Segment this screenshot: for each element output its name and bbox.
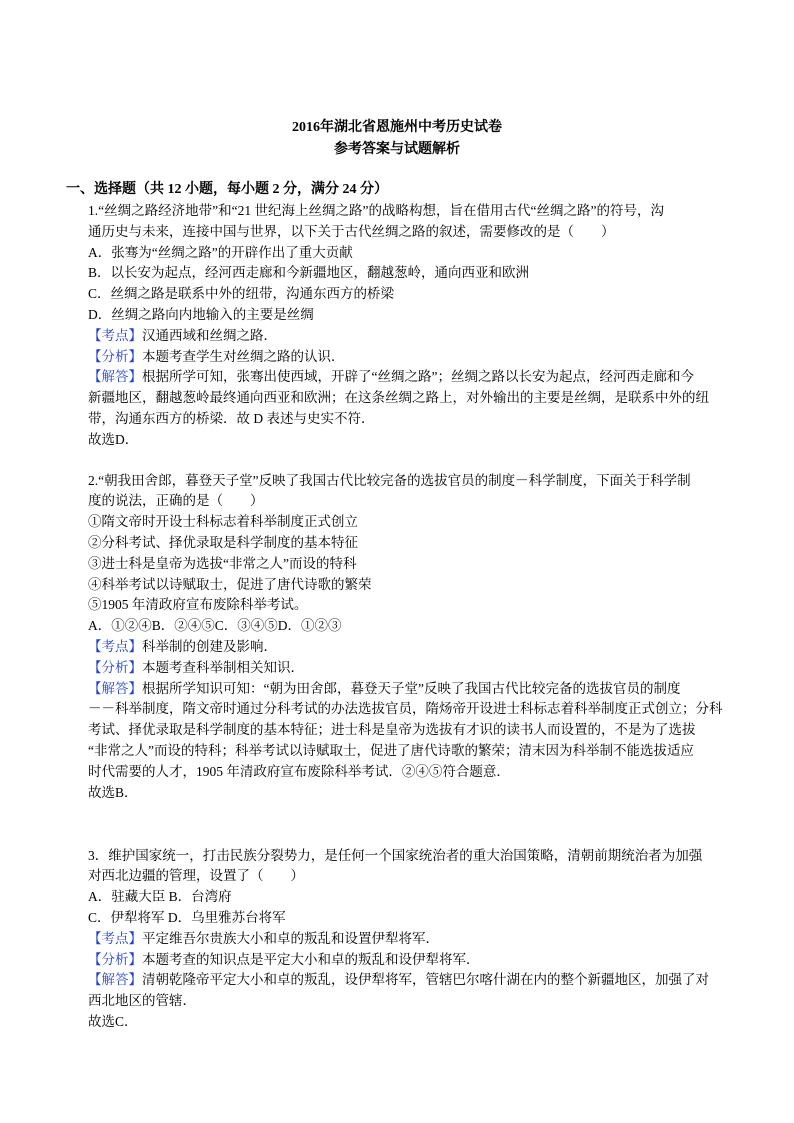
option-line: A．驻藏大臣 B．台湾府 [88,889,232,905]
option-line: C．丝绸之路是联系中外的纽带，沟通东西方的桥梁 [88,286,395,302]
answer-line: 故选B． [88,784,138,800]
fenxi-line [88,658,728,679]
option-line: B．以长安为起点，经河西走廊和今新疆地区，翻越葱岭，通向西亚和欧洲 [88,265,530,281]
kaodian-text: 科举制的创建及影响． [142,638,277,654]
document-subtitle: 参考答案与试题解析 [334,142,460,157]
kaodian-tag: 【考点】 [88,638,142,654]
fenxi-text: 本题考查的知识点是平定大小和卓的叛乱和设伊犁将军． [142,951,480,967]
jieda-line: 带，沟通东西方的桥梁．故 D 表述与史实不符． [88,410,375,426]
jieda-text: 根据所学可知，张骞出使西域，开辟了“丝绸之路”；丝绸之路以长安为起点，经河西走廊和今 [142,369,694,385]
statement-line: ②分科考试、择优录取是科学制度的基本特征 [88,534,358,550]
option-line: A．张骞为“丝绸之路”的开辟作出了重大贡献 [88,244,353,260]
jieda-line: 时代需要的人才，1905 年清政府宣布废除科举考试．②④⑤符合题意． [88,763,510,779]
statement-line: ⑤1905 年清政府宣布废除科举考试。 [88,597,308,613]
option-line: D．丝绸之路向内地输入的主要是丝绸 [88,306,314,322]
fenxi-line [88,347,728,368]
jieda-line [88,970,728,991]
kaodian-tag: 【考点】 [88,930,142,946]
jieda-line: 西北地区的管辖． [88,993,196,1009]
statement-line: ③进士科是皇帝为选拔“非常之人”而设的特科 [88,555,357,571]
kaodian-tag: 【考点】 [88,327,142,343]
fenxi-tag: 【分析】 [88,659,142,675]
fenxi-tag: 【分析】 [88,348,142,364]
option-line: A．①②④B．②④⑤C．③④⑤D．①②③ [88,618,342,634]
jieda-tag: 【解答】 [88,972,142,988]
option-line: C．伊犁将军 D．乌里雅苏台将军 [88,909,286,925]
question-stem-line: 3．维护国家统一，打击民族分裂势力，是任何一个国家统治者的重大治国策略，清朝前期统治者为加强 [88,847,703,863]
answer-line: 故选C． [88,1013,138,1029]
jieda-text: 根据所学知识可知：“朝为田舍郎，暮登天子堂”反映了我国古代比较完备的选拔官员的制度 [142,680,681,696]
document-title: 2016年湖北省恩施州中考历史试卷 [292,120,502,135]
jieda-text: 清朝乾隆帝平定大小和卓的叛乱，设伊犁将军，管辖巴尔喀什湖在内的整个新疆地区，加强了对 [142,972,709,988]
fenxi-line [88,950,728,971]
kaodian-text: 平定维吾尔贵族大小和卓的叛乱和设置伊犁将军． [142,930,439,946]
answer-line: 故选D． [88,431,139,447]
question-1 [88,201,728,451]
jieda-tag: 【解答】 [88,680,142,696]
jieda-tag: 【解答】 [88,369,142,385]
jieda-line: －－科举制度，隋文帝时通过分科考试的办法选拔官员，隋炀帝开设进士科标志着科举制度正式创立；分科 [88,701,723,717]
statement-line: ④科举考试以诗赋取士，促进了唐代诗歌的繁荣 [88,576,372,592]
fenxi-text: 本题考查学生对丝绸之路的认识． [142,348,345,364]
section-heading: 一、选择题（共 12 小题，每小题 2 分，满分 24 分） [66,182,388,197]
jieda-line: “非常之人”而设的特科；科举考试以诗赋取士，促进了唐代诗歌的繁荣；清末因为科举制不能选拔适应 [88,742,694,758]
kaodian-line [88,326,728,347]
kaodian-text: 汉通西域和丝绸之路． [142,327,277,343]
question-stem-line: 1.“丝绸之路经济地带”和“21 世纪海上丝绸之路”的战略构想，旨在借用古代“丝绸之路”的符号，沟 [88,203,664,218]
jieda-line [88,367,728,388]
question-stem-line: 2.“朝我田舍郎，暮登天子堂”反映了我国古代比较完备的选拔官员的制度－科学制度，下面关于科学制 [88,472,691,488]
jieda-line [88,679,728,700]
jieda-line: 考试、择优录取是科学制度的基本特征；进士科是皇帝为选拔有才识的读书人而设置的，不是为了选拔 [88,722,696,738]
question-stem-line: 度的说法，正确的是（ ） [88,493,264,509]
kaodian-line [88,929,728,950]
question-stem-line: 对西北边疆的管理，设置了（ ） [88,868,304,884]
jieda-line: 新疆地区，翻越葱岭最终通向西亚和欧洲；在这条丝绸之路上，对外输出的主要是丝绸，是联系中外的纽 [88,390,709,406]
question-2 [88,471,728,804]
statement-line: ①隋文帝时开设士科标志着科举制度正式创立 [88,514,358,530]
fenxi-text: 本题考查科举制相关知识． [142,659,304,675]
question-stem-line: 通历史与未来，连接中国与世界，以下关于古代丝绸之路的叙述，需要修改的是（ ） [88,223,615,239]
kaodian-line [88,637,728,658]
fenxi-tag: 【分析】 [88,951,142,967]
question-3 [88,846,728,1033]
